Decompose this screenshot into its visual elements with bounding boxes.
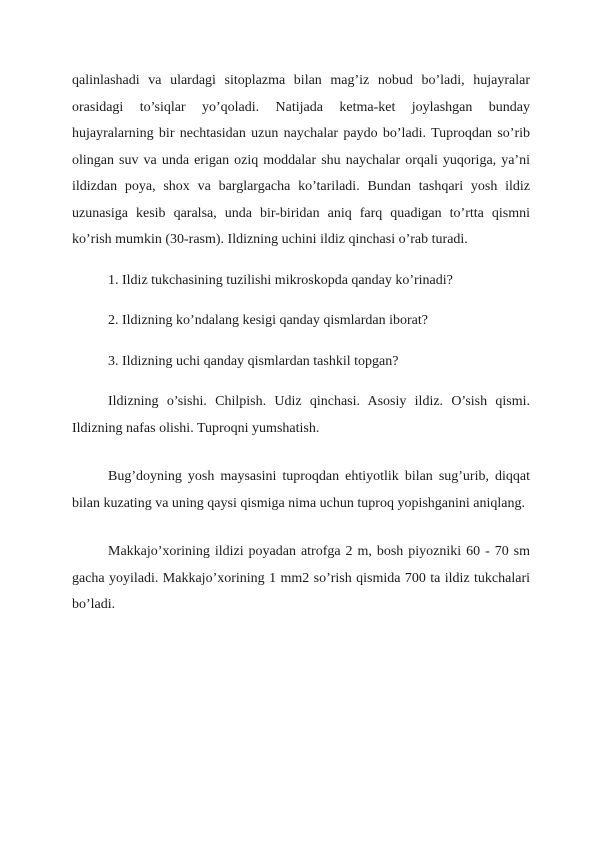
question-item: 1. Ildiz tukchasining tuzilishi mikroskopda qanday ko’rinadi? xyxy=(108,272,453,288)
question-item: 3. Ildizning uchi qanday qismlardan tashkil topgan? xyxy=(108,353,399,369)
task-paragraph: Bug’doyning yosh maysasini tuproqdan ehtiyotlik bilan sug’urib, diqqat bilan kuzating va uning qaysi qismiga nima uchun tuproq yopishganini aniqlang. xyxy=(72,469,530,511)
body-paragraph: qalinlashadi va ulardagi sitoplazma bilan mag’iz nobud bo’ladi, hujayralar orasidagi to’siqlar yo’qoladi. Natijada ketma-ket joylashgan bunday hujayralarning bir nechtasidan uzun naychalar paydo bo’ladi. Tuproqdan so’rib olingan suv va unda erigan oziq moddalar shu naychalar orqali yuqoriga, ya’ni ildizdan poya, shox va barglargacha ko’tariladi. Bundan tashqari yosh ildiz uzunasiga kesib qaralsa, unda bir-biridan aniq farq quadigan to’rtta qismni ko’rish mumkin (30-rasm). Ildizning uchini ildiz qinchasi o’rab turadi. xyxy=(72,73,530,247)
question-item: 2. Ildizning ko’ndalang kesigi qanday qismlardan iborat? xyxy=(108,313,428,328)
keywords-paragraph: Ildizning o’sishi. Chilpish. Udiz qinchasi. Asosiy ildiz. O’sish qismi. Ildizning nafas olishi. Tuproqni yumshatish. xyxy=(72,394,530,436)
fact-paragraph: Makkajo’xorining ildizi poyadan atrofga 2 m, bosh piyozniki 60 - 70 sm gacha yoyiladi. Makkajo’xorining 1 mm2 so’rish qismida 700 ta ildiz tukchalari bo’ladi. xyxy=(72,544,530,612)
document-page xyxy=(72,68,530,619)
questions-list xyxy=(72,268,530,376)
